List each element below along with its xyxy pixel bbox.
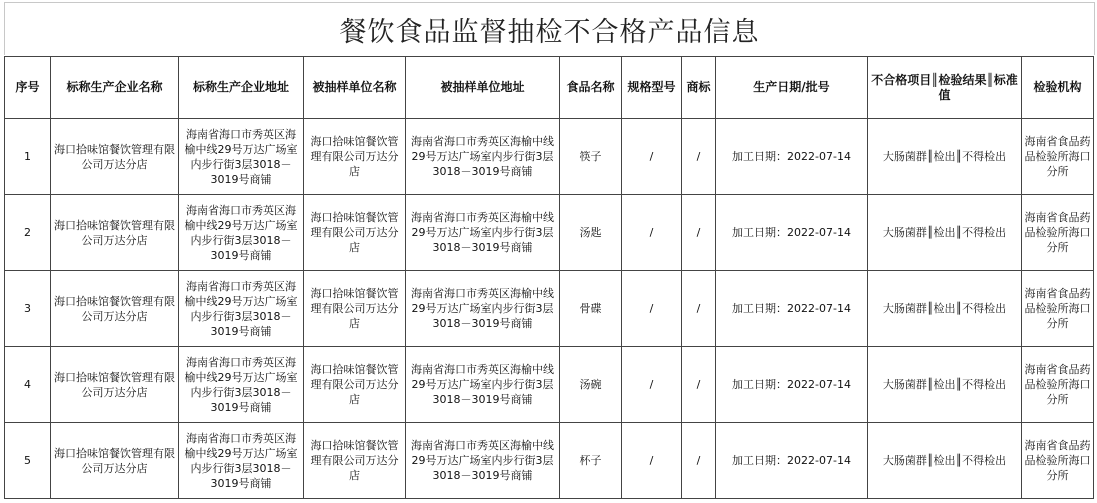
cell-brand: / [682, 271, 716, 347]
cell-sampled-name: 海口拾味馆餐饮管理有限公司万达分店 [304, 423, 406, 499]
cell-agency: 海南省食品药品检验所海口分所 [1022, 347, 1094, 423]
cell-producer-name: 海口拾味馆餐饮管理有限公司万达分店 [51, 195, 179, 271]
column-header-date: 生产日期/批号 [716, 57, 868, 119]
cell-producer-address: 海南省海口市秀英区海榆中线29号万达广场室内步行街3层3018－3019号商铺 [179, 195, 304, 271]
cell-result: 大肠菌群║检出║不得检出 [868, 347, 1022, 423]
cell-agency: 海南省食品药品检验所海口分所 [1022, 423, 1094, 499]
cell-food: 汤碗 [560, 347, 622, 423]
cell-index: 2 [5, 195, 51, 271]
cell-food: 汤匙 [560, 195, 622, 271]
cell-result: 大肠菌群║检出║不得检出 [868, 271, 1022, 347]
cell-date: 加工日期：2022-07-14 [716, 347, 868, 423]
cell-producer-address: 海南省海口市秀英区海榆中线29号万达广场室内步行街3层3018－3019号商铺 [179, 423, 304, 499]
cell-producer-name: 海口拾味馆餐饮管理有限公司万达分店 [51, 423, 179, 499]
products-table [4, 56, 1094, 499]
column-header-result: 不合格项目║检验结果║标准值 [868, 57, 1022, 119]
cell-sampled-name: 海口拾味馆餐饮管理有限公司万达分店 [304, 195, 406, 271]
cell-result: 大肠菌群║检出║不得检出 [868, 423, 1022, 499]
cell-date: 加工日期：2022-07-14 [716, 119, 868, 195]
cell-sampled-address: 海南省海口市秀英区海榆中线29号万达广场室内步行街3层3018－3019号商铺 [406, 423, 560, 499]
cell-sampled-name: 海口拾味馆餐饮管理有限公司万达分店 [304, 119, 406, 195]
cell-agency: 海南省食品药品检验所海口分所 [1022, 271, 1094, 347]
cell-brand: / [682, 347, 716, 423]
table-row [5, 119, 1094, 195]
cell-date: 加工日期：2022-07-14 [716, 195, 868, 271]
cell-sampled-name: 海口拾味馆餐饮管理有限公司万达分店 [304, 271, 406, 347]
column-header-agency: 检验机构 [1022, 57, 1094, 119]
cell-spec: / [622, 423, 682, 499]
column-header-producer-name: 标称生产企业名称 [51, 57, 179, 119]
page-title: 餐饮食品监督抽检不合格产品信息 [4, 2, 1095, 55]
table-row [5, 347, 1094, 423]
column-header-food: 食品名称 [560, 57, 622, 119]
cell-producer-address: 海南省海口市秀英区海榆中线29号万达广场室内步行街3层3018－3019号商铺 [179, 271, 304, 347]
cell-sampled-address: 海南省海口市秀英区海榆中线29号万达广场室内步行街3层3018－3019号商铺 [406, 195, 560, 271]
table-row [5, 195, 1094, 271]
table-row [5, 423, 1094, 499]
cell-producer-name: 海口拾味馆餐饮管理有限公司万达分店 [51, 271, 179, 347]
column-header-spec: 规格型号 [622, 57, 682, 119]
table-header-row [5, 57, 1094, 119]
cell-spec: / [622, 119, 682, 195]
cell-sampled-address: 海南省海口市秀英区海榆中线29号万达广场室内步行街3层3018－3019号商铺 [406, 271, 560, 347]
cell-producer-name: 海口拾味馆餐饮管理有限公司万达分店 [51, 347, 179, 423]
cell-producer-name: 海口拾味馆餐饮管理有限公司万达分店 [51, 119, 179, 195]
cell-producer-address: 海南省海口市秀英区海榆中线29号万达广场室内步行街3层3018－3019号商铺 [179, 119, 304, 195]
column-header-brand: 商标 [682, 57, 716, 119]
cell-brand: / [682, 423, 716, 499]
cell-producer-address: 海南省海口市秀英区海榆中线29号万达广场室内步行街3层3018－3019号商铺 [179, 347, 304, 423]
column-header-sampled-name: 被抽样单位名称 [304, 57, 406, 119]
cell-spec: / [622, 271, 682, 347]
cell-result: 大肠菌群║检出║不得检出 [868, 119, 1022, 195]
cell-sampled-name: 海口拾味馆餐饮管理有限公司万达分店 [304, 347, 406, 423]
table-row [5, 271, 1094, 347]
cell-spec: / [622, 195, 682, 271]
cell-index: 5 [5, 423, 51, 499]
cell-index: 4 [5, 347, 51, 423]
column-header-producer-address: 标称生产企业地址 [179, 57, 304, 119]
cell-agency: 海南省食品药品检验所海口分所 [1022, 195, 1094, 271]
cell-date: 加工日期：2022-07-14 [716, 423, 868, 499]
column-header-index: 序号 [5, 57, 51, 119]
cell-food: 筷子 [560, 119, 622, 195]
cell-sampled-address: 海南省海口市秀英区海榆中线29号万达广场室内步行街3层3018－3019号商铺 [406, 347, 560, 423]
cell-food: 骨碟 [560, 271, 622, 347]
column-header-sampled-address: 被抽样单位地址 [406, 57, 560, 119]
cell-index: 1 [5, 119, 51, 195]
cell-result: 大肠菌群║检出║不得检出 [868, 195, 1022, 271]
cell-index: 3 [5, 271, 51, 347]
cell-brand: / [682, 195, 716, 271]
cell-brand: / [682, 119, 716, 195]
cell-spec: / [622, 347, 682, 423]
cell-date: 加工日期：2022-07-14 [716, 271, 868, 347]
cell-agency: 海南省食品药品检验所海口分所 [1022, 119, 1094, 195]
cell-sampled-address: 海南省海口市秀英区海榆中线29号万达广场室内步行街3层3018－3019号商铺 [406, 119, 560, 195]
cell-food: 杯子 [560, 423, 622, 499]
